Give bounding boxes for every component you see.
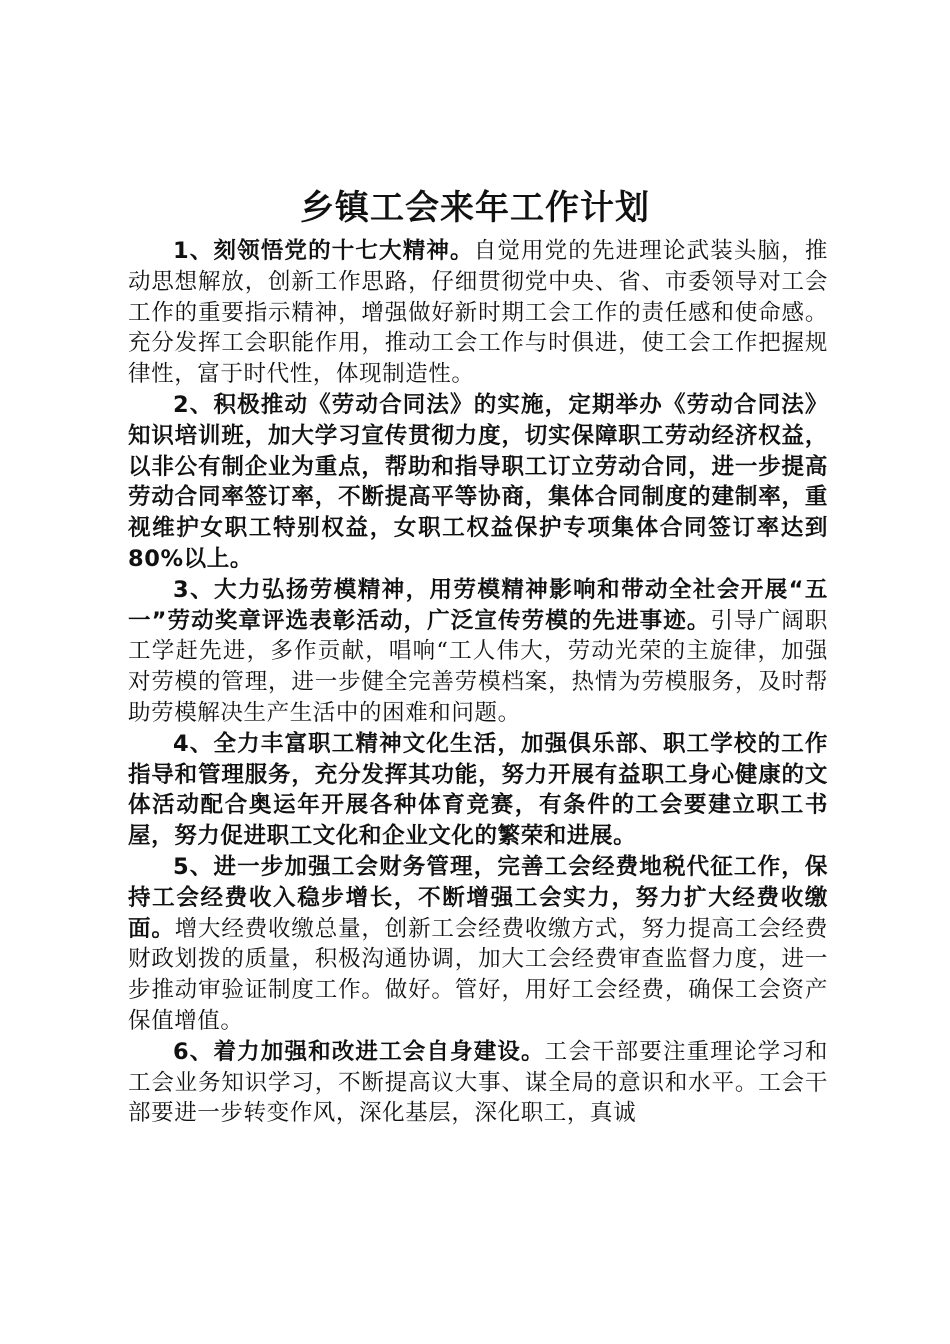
document-title: 乡镇工会来年工作计划	[300, 188, 650, 228]
paragraph-5-lead: 5、进一步加强工会财务管理，完善工会经费地税代征工作，保持工会经费收入稳步增长，不断增强工会实力，努力扩大经费收缴面。	[128, 853, 828, 942]
paragraph-3	[128, 575, 828, 729]
paragraph-6	[128, 1037, 828, 1129]
paragraph-6-text: 工会干部要注重理论学习和工会业务知识学习，不断提高议大事、谋全局的意识和水平。工会干部要进一步转变作风，深化基层，深化职工，真诚	[128, 1038, 828, 1127]
paragraph-5-text: 增大经费收缴总量，创新工会经费收缴方式，努力提高工会经费财政划拨的质量，积极沟通协调，加大工会经费审查监督力度，进一步推动审验证制度工作。做好。管好，用好工会经费，确保工会资产保值增值。	[128, 915, 828, 1034]
paragraph-4	[128, 729, 828, 852]
paragraph-1-text: 自觉用党的先进理论武装头脑，推动思想解放，创新工作思路，仔细贯彻党中央、省、市委领导对工会工作的重要指示精神，增强做好新时期工会工作的责任感和使命感。充分发挥工会职能作用，推动工会工作与时俱进，使工会工作把握规律性，富于时代性，体现制造性。	[128, 238, 828, 388]
paragraph-3-text: 引导广阔职工学赶先进，多作贡献，唱响“工人伟大，劳动光荣的主旋律，加强对劳模的管理，进一步健全完善劳模档案，热情为劳模服务，及时帮助劳模解决生产生活中的困难和问题。	[128, 607, 828, 726]
paragraph-6-lead: 6、着力加强和改进工会自身建设。	[173, 1038, 545, 1065]
paragraph-2	[128, 390, 828, 575]
paragraph-1-lead: 1、刻领悟党的十七大精神。	[173, 238, 474, 264]
paragraph-1	[128, 236, 828, 390]
document-body	[128, 236, 828, 1129]
paragraph-2-lead: 2、积极推动《劳动合同法》的实施，定期举办《劳动合同法》知识培训班，加大学习宣传贯彻力度，切实保障职工劳动经济权益，以非公有制企业为重点，帮助和指导职工订立劳动合同，进一步提高劳动合同率签订率，不断提高平等协商，集体合同制度的建制率，重视维护女职工特别权益，女职工权益保护专项集体合同签订率达到80%以上。	[128, 391, 828, 572]
paragraph-4-lead: 4、全力丰富职工精神文化生活，加强俱乐部、职工学校的工作指导和管理服务，充分发挥其功能，努力开展有益职工身心健康的文体活动配合奥运年开展各种体育竞赛，有条件的工会要建立职工书屋，努力促进职工文化和企业文化的繁荣和进展。	[128, 730, 828, 850]
paragraph-5	[128, 852, 828, 1037]
paragraph-3-lead: 3、大力弘扬劳模精神，用劳模精神影响和带动全社会开展“五一”劳动奖章评选表彰活动，广泛宣传劳模的先进事迹。	[128, 576, 828, 634]
